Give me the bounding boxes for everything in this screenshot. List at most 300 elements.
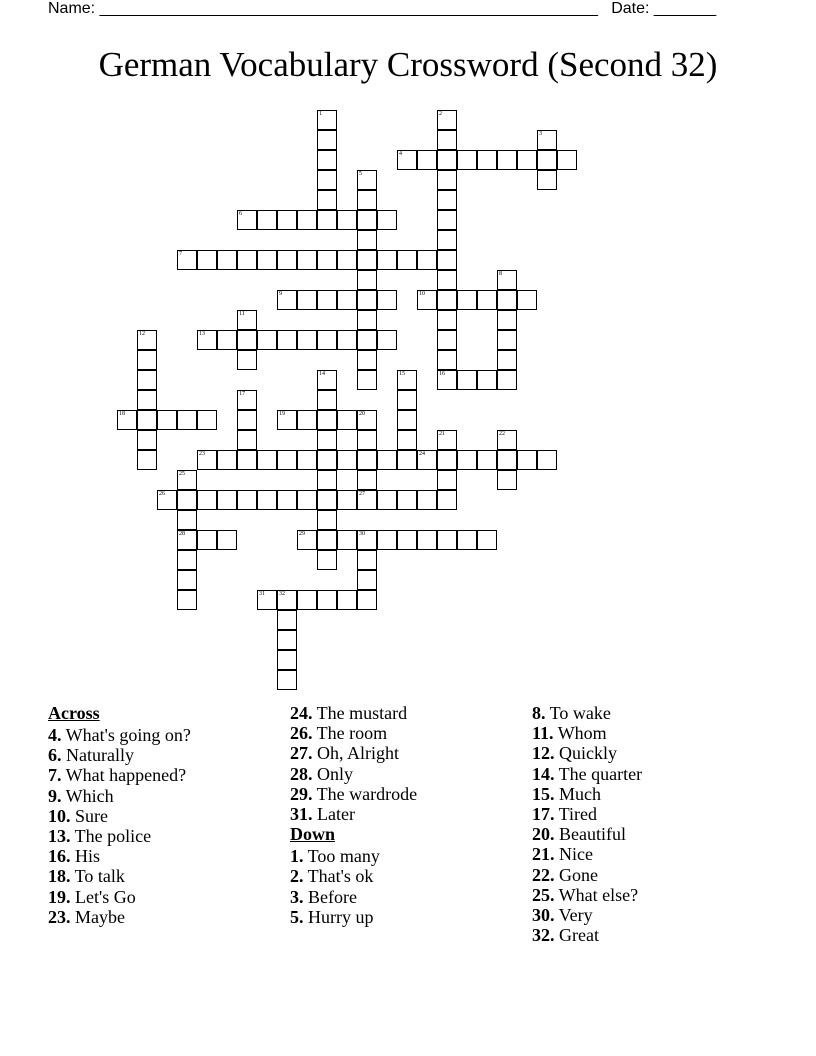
grid-cell[interactable] xyxy=(417,150,437,170)
clue-number: 24 xyxy=(419,451,425,457)
grid-cell[interactable] xyxy=(337,330,357,350)
clue-item-text: To wake xyxy=(545,703,611,723)
grid-cell[interactable] xyxy=(377,210,397,230)
clue-number: 17 xyxy=(239,391,245,397)
clue-item xyxy=(290,887,417,907)
grid-cell[interactable] xyxy=(337,210,357,230)
grid-cell[interactable] xyxy=(337,410,357,430)
grid-cell[interactable] xyxy=(217,450,237,470)
grid-cell[interactable] xyxy=(357,190,377,210)
grid-cell[interactable] xyxy=(177,410,197,430)
grid-cell[interactable] xyxy=(337,490,357,510)
clue-item xyxy=(290,764,417,784)
clue-item-text: The wardrode xyxy=(312,783,418,804)
clue-number: 3 xyxy=(539,131,542,137)
clue-item xyxy=(48,745,191,765)
grid-cell[interactable] xyxy=(277,610,297,630)
clue-number: 32 xyxy=(279,591,285,597)
clue-column-3 xyxy=(532,703,642,945)
grid-cell[interactable] xyxy=(317,210,337,230)
grid-cell[interactable] xyxy=(337,290,357,310)
grid-cell[interactable] xyxy=(197,250,217,270)
clue-number: 28 xyxy=(179,531,185,537)
clue-number: 18 xyxy=(119,411,125,417)
grid-cell[interactable] xyxy=(257,450,277,470)
clue-item-text: That's ok xyxy=(303,866,374,887)
grid-cell[interactable] xyxy=(417,490,437,510)
grid-cell[interactable] xyxy=(357,290,377,310)
grid-cell[interactable] xyxy=(177,550,197,570)
grid-cell[interactable] xyxy=(197,330,217,350)
clue-item-text: Let's Go xyxy=(70,886,136,907)
grid-cell[interactable] xyxy=(557,150,577,170)
grid-cell[interactable] xyxy=(357,370,377,390)
grid-cell[interactable] xyxy=(177,470,197,490)
clue-item xyxy=(290,703,417,723)
grid-cell[interactable] xyxy=(257,490,277,510)
clue-item xyxy=(532,764,642,784)
grid-cell[interactable] xyxy=(297,490,317,510)
grid-cell[interactable] xyxy=(397,150,417,170)
grid-cell[interactable] xyxy=(357,590,377,610)
grid-cell[interactable] xyxy=(277,410,297,430)
clue-item-number: 28. xyxy=(290,763,313,784)
clue-item-text: Quickly xyxy=(554,743,617,764)
grid-cell[interactable] xyxy=(317,290,337,310)
clue-item-text: Too many xyxy=(303,846,380,867)
grid-cell[interactable] xyxy=(537,450,557,470)
grid-cell[interactable] xyxy=(317,450,337,470)
grid-cell[interactable] xyxy=(377,490,397,510)
clue-item-number: 29. xyxy=(290,783,313,804)
clue-item-text: Hurry up xyxy=(303,906,374,927)
grid-cell[interactable] xyxy=(497,450,517,470)
clue-number: 4 xyxy=(399,151,402,157)
grid-cell[interactable] xyxy=(317,430,337,450)
clue-item xyxy=(532,743,642,763)
grid-cell[interactable] xyxy=(277,210,297,230)
grid-cell[interactable] xyxy=(337,250,357,270)
grid-cell[interactable] xyxy=(437,530,457,550)
grid-cell[interactable] xyxy=(237,210,257,230)
grid-cell[interactable] xyxy=(437,170,457,190)
grid-cell[interactable] xyxy=(517,450,537,470)
clue-item-number: 24. xyxy=(290,703,313,723)
clue-item-text: Great xyxy=(554,925,599,946)
clue-item-number: 26. xyxy=(290,723,313,744)
grid-cell[interactable] xyxy=(357,270,377,290)
grid-cell[interactable] xyxy=(497,430,517,450)
clue-column-1 xyxy=(48,703,191,927)
clue-item xyxy=(48,826,191,846)
clue-item-number: 4. xyxy=(48,725,62,745)
grid-cell[interactable] xyxy=(177,590,197,610)
clue-number: 29 xyxy=(299,531,305,537)
grid-cell[interactable] xyxy=(317,510,337,530)
grid-cell[interactable] xyxy=(237,310,257,330)
grid-cell[interactable] xyxy=(437,210,457,230)
grid-cell[interactable] xyxy=(237,350,257,370)
grid-cell[interactable] xyxy=(177,490,197,510)
grid-cell[interactable] xyxy=(257,330,277,350)
clue-item xyxy=(290,723,417,743)
grid-cell[interactable] xyxy=(137,450,157,470)
grid-cell[interactable] xyxy=(257,210,277,230)
clue-number: 2 xyxy=(439,111,442,117)
name-date-line: Name: ________________________________________________________ Date: _______ xyxy=(48,0,717,17)
grid-cell[interactable] xyxy=(217,530,237,550)
clue-number: 27 xyxy=(359,491,365,497)
grid-cell[interactable] xyxy=(157,410,177,430)
grid-cell[interactable] xyxy=(357,470,377,490)
grid-cell[interactable] xyxy=(437,370,457,390)
grid-cell[interactable] xyxy=(477,290,497,310)
clue-item xyxy=(48,887,191,907)
grid-cell[interactable] xyxy=(317,170,337,190)
clue-item xyxy=(532,925,642,945)
grid-cell[interactable] xyxy=(537,170,557,190)
clue-column-2 xyxy=(290,703,417,927)
grid-cell[interactable] xyxy=(457,450,477,470)
grid-cell[interactable] xyxy=(317,130,337,150)
grid-cell[interactable] xyxy=(397,430,417,450)
clue-item-number: 25. xyxy=(532,884,555,905)
grid-cell[interactable] xyxy=(277,650,297,670)
grid-cell[interactable] xyxy=(137,350,157,370)
grid-cell[interactable] xyxy=(477,450,497,470)
grid-cell[interactable] xyxy=(417,250,437,270)
clue-item xyxy=(48,907,191,927)
clue-item-text: The room xyxy=(312,723,388,744)
grid-cell[interactable] xyxy=(357,210,377,230)
grid-cell[interactable] xyxy=(397,530,417,550)
grid-cell[interactable] xyxy=(537,130,557,150)
grid-cell[interactable] xyxy=(317,470,337,490)
grid-cell[interactable] xyxy=(437,310,457,330)
clue-item-number: 13. xyxy=(48,825,71,846)
grid-cell[interactable] xyxy=(497,350,517,370)
clue-item-number: 17. xyxy=(532,803,555,824)
grid-cell[interactable] xyxy=(297,450,317,470)
grid-cell[interactable] xyxy=(497,310,517,330)
clue-item-number: 1. xyxy=(290,846,304,867)
grid-cell[interactable] xyxy=(237,330,257,350)
clue-item-text: Before xyxy=(303,886,357,907)
grid-cell[interactable] xyxy=(437,470,457,490)
grid-cell[interactable] xyxy=(517,290,537,310)
clue-item-number: 16. xyxy=(48,846,71,867)
grid-cell[interactable] xyxy=(437,110,457,130)
clue-item-number: 22. xyxy=(532,864,555,885)
grid-cell[interactable] xyxy=(237,430,257,450)
clue-number: 19 xyxy=(279,411,285,417)
grid-cell[interactable] xyxy=(277,670,297,690)
clue-item xyxy=(532,865,642,885)
grid-cell[interactable] xyxy=(437,450,457,470)
clue-number: 31 xyxy=(259,591,265,597)
grid-cell[interactable] xyxy=(357,450,377,470)
grid-cell[interactable] xyxy=(397,490,417,510)
grid-cell[interactable] xyxy=(397,390,417,410)
clue-number: 11 xyxy=(239,311,245,317)
clue-item xyxy=(532,905,642,925)
clue-item xyxy=(532,784,642,804)
grid-cell[interactable] xyxy=(217,490,237,510)
grid-cell[interactable] xyxy=(377,530,397,550)
grid-cell[interactable] xyxy=(457,530,477,550)
clue-item-number: 18. xyxy=(48,866,71,887)
grid-cell[interactable] xyxy=(317,190,337,210)
clue-number: 1 xyxy=(319,111,322,117)
grid-cell[interactable] xyxy=(237,450,257,470)
clue-heading: Down xyxy=(290,824,336,845)
clue-item-number: 7. xyxy=(48,765,62,786)
clue-number: 14 xyxy=(319,371,325,377)
clue-item-number: 2. xyxy=(290,866,304,887)
grid-cell[interactable] xyxy=(357,230,377,250)
clue-item-text: Maybe xyxy=(70,906,125,927)
grid-cell[interactable] xyxy=(237,410,257,430)
grid-cell[interactable] xyxy=(237,250,257,270)
clue-item-number: 11. xyxy=(532,723,554,744)
grid-cell[interactable] xyxy=(377,250,397,270)
clue-item-number: 12. xyxy=(532,743,555,764)
clue-item-number: 19. xyxy=(48,886,71,907)
clue-number: 20 xyxy=(359,411,365,417)
clue-number: 6 xyxy=(239,211,242,217)
grid-cell[interactable] xyxy=(357,250,377,270)
clue-item xyxy=(532,703,642,723)
clue-item-text: To talk xyxy=(70,866,125,887)
grid-cell[interactable] xyxy=(257,250,277,270)
clue-item-text: The police xyxy=(70,825,152,846)
grid-cell[interactable] xyxy=(497,330,517,350)
grid-cell[interactable] xyxy=(197,490,217,510)
grid-cell[interactable] xyxy=(217,250,237,270)
grid-cell[interactable] xyxy=(277,490,297,510)
grid-cell[interactable] xyxy=(337,590,357,610)
grid-cell[interactable] xyxy=(317,550,337,570)
grid-cell[interactable] xyxy=(257,590,277,610)
clue-item xyxy=(48,725,191,745)
grid-cell[interactable] xyxy=(437,330,457,350)
grid-cell[interactable] xyxy=(317,330,337,350)
clue-item xyxy=(290,846,417,866)
grid-cell[interactable] xyxy=(357,490,377,510)
grid-cell[interactable] xyxy=(137,430,157,450)
clue-item xyxy=(532,885,642,905)
grid-cell[interactable] xyxy=(117,410,137,430)
grid-cell[interactable] xyxy=(297,330,317,350)
page-title: German Vocabulary Crossword (Second 32) xyxy=(98,45,718,84)
grid-cell[interactable] xyxy=(157,490,177,510)
grid-cell[interactable] xyxy=(437,150,457,170)
grid-cell[interactable] xyxy=(297,410,317,430)
clue-item-text: The quarter xyxy=(554,763,643,784)
clue-item-text: The mustard xyxy=(312,703,408,723)
grid-cell[interactable] xyxy=(377,290,397,310)
clue-item xyxy=(48,846,191,866)
clue-number: 15 xyxy=(399,371,405,377)
clue-item xyxy=(290,743,417,763)
clue-item-number: 14. xyxy=(532,763,555,784)
clue-item-number: 5. xyxy=(290,906,304,927)
grid-cell[interactable] xyxy=(197,450,217,470)
grid-cell[interactable] xyxy=(477,530,497,550)
grid-cell[interactable] xyxy=(317,590,337,610)
grid-cell[interactable] xyxy=(357,530,377,550)
grid-cell[interactable] xyxy=(437,290,457,310)
grid-cell[interactable] xyxy=(417,290,437,310)
grid-cell[interactable] xyxy=(197,410,217,430)
grid-cell[interactable] xyxy=(137,410,157,430)
clue-number: 26 xyxy=(159,491,165,497)
clue-item-text: Oh, Alright xyxy=(312,743,400,764)
grid-cell[interactable] xyxy=(297,210,317,230)
clue-item-number: 27. xyxy=(290,743,313,764)
grid-cell[interactable] xyxy=(317,110,337,130)
clue-item xyxy=(532,804,642,824)
clue-item-text: Gone xyxy=(554,864,598,885)
clue-number: 13 xyxy=(199,331,205,337)
clue-item xyxy=(532,844,642,864)
clue-item-number: 30. xyxy=(532,904,555,925)
grid-cell[interactable] xyxy=(357,430,377,450)
grid-cell[interactable] xyxy=(357,410,377,430)
grid-cell[interactable] xyxy=(357,350,377,370)
grid-cell[interactable] xyxy=(457,290,477,310)
grid-cell[interactable] xyxy=(317,250,337,270)
clue-item-number: 9. xyxy=(48,785,62,806)
grid-cell[interactable] xyxy=(297,530,317,550)
grid-cell[interactable] xyxy=(437,350,457,370)
grid-cell[interactable] xyxy=(377,330,397,350)
grid-cell[interactable] xyxy=(477,150,497,170)
clue-item-text: What happened? xyxy=(61,765,187,786)
grid-cell[interactable] xyxy=(437,430,457,450)
grid-cell[interactable] xyxy=(397,410,417,430)
grid-cell[interactable] xyxy=(177,530,197,550)
clue-number: 23 xyxy=(199,451,205,457)
grid-cell[interactable] xyxy=(137,390,157,410)
clue-item-number: 31. xyxy=(290,803,313,824)
grid-cell[interactable] xyxy=(357,310,377,330)
grid-cell[interactable] xyxy=(277,250,297,270)
grid-cell[interactable] xyxy=(217,330,237,350)
grid-cell[interactable] xyxy=(317,370,337,390)
grid-cell[interactable] xyxy=(437,270,457,290)
grid-cell[interactable] xyxy=(497,370,517,390)
clue-item xyxy=(48,866,191,886)
grid-cell[interactable] xyxy=(277,590,297,610)
clue-number: 25 xyxy=(179,471,185,477)
clue-item-text: Beautiful xyxy=(554,824,626,845)
grid-cell[interactable] xyxy=(237,390,257,410)
clue-item-text: What's going on? xyxy=(61,725,191,745)
grid-cell[interactable] xyxy=(497,150,517,170)
grid-cell[interactable] xyxy=(177,250,197,270)
grid-cell[interactable] xyxy=(437,190,457,210)
grid-cell[interactable] xyxy=(297,590,317,610)
grid-cell[interactable] xyxy=(357,570,377,590)
grid-cell[interactable] xyxy=(437,490,457,510)
grid-cell[interactable] xyxy=(377,450,397,470)
grid-cell[interactable] xyxy=(317,390,337,410)
clue-number: 21 xyxy=(439,431,445,437)
clue-item-text: Which xyxy=(61,785,114,806)
grid-cell[interactable] xyxy=(177,510,197,530)
grid-cell[interactable] xyxy=(437,250,457,270)
grid-cell[interactable] xyxy=(177,570,197,590)
grid-cell[interactable] xyxy=(237,490,257,510)
clue-item-text: Whom xyxy=(553,723,607,744)
clue-item-text: What else? xyxy=(554,884,639,905)
grid-cell[interactable] xyxy=(437,130,457,150)
grid-cell[interactable] xyxy=(437,230,457,250)
grid-cell[interactable] xyxy=(457,150,477,170)
grid-cell[interactable] xyxy=(317,530,337,550)
grid-cell[interactable] xyxy=(277,290,297,310)
grid-cell[interactable] xyxy=(297,290,317,310)
clue-number: 16 xyxy=(439,371,445,377)
grid-cell[interactable] xyxy=(277,450,297,470)
clue-number: 12 xyxy=(139,331,145,337)
clue-item xyxy=(290,907,417,927)
grid-cell[interactable] xyxy=(537,150,557,170)
grid-cell[interactable] xyxy=(417,450,437,470)
clue-item xyxy=(290,866,417,886)
grid-cell[interactable] xyxy=(317,490,337,510)
grid-cell[interactable] xyxy=(357,330,377,350)
grid-cell[interactable] xyxy=(397,370,417,390)
grid-cell[interactable] xyxy=(397,250,417,270)
clue-item xyxy=(532,824,642,844)
clue-heading: Across xyxy=(48,703,100,723)
grid-cell[interactable] xyxy=(517,150,537,170)
clue-item xyxy=(290,784,417,804)
clue-item-number: 21. xyxy=(532,844,555,865)
clue-item xyxy=(48,765,191,785)
grid-cell[interactable] xyxy=(277,330,297,350)
grid-cell[interactable] xyxy=(497,470,517,490)
grid-cell[interactable] xyxy=(197,530,217,550)
clue-number: 8 xyxy=(499,271,502,277)
grid-cell[interactable] xyxy=(357,550,377,570)
grid-cell[interactable] xyxy=(397,450,417,470)
grid-cell[interactable] xyxy=(357,170,377,190)
grid-cell[interactable] xyxy=(317,410,337,430)
grid-cell[interactable] xyxy=(137,330,157,350)
grid-cell[interactable] xyxy=(497,290,517,310)
clue-number: 22 xyxy=(499,431,505,437)
clue-item-text: Much xyxy=(554,783,601,804)
clue-item-text: Tired xyxy=(554,803,598,824)
grid-cell[interactable] xyxy=(337,530,357,550)
grid-cell[interactable] xyxy=(417,530,437,550)
grid-cell[interactable] xyxy=(457,370,477,390)
clue-item xyxy=(290,804,417,824)
clue-item-text: Very xyxy=(554,904,593,925)
grid-cell[interactable] xyxy=(337,450,357,470)
grid-cell[interactable] xyxy=(497,270,517,290)
grid-cell[interactable] xyxy=(137,370,157,390)
grid-cell[interactable] xyxy=(297,250,317,270)
clue-item-number: 3. xyxy=(290,886,304,907)
grid-cell[interactable] xyxy=(477,370,497,390)
grid-cell[interactable] xyxy=(317,150,337,170)
clue-item xyxy=(48,786,191,806)
grid-cell[interactable] xyxy=(277,630,297,650)
